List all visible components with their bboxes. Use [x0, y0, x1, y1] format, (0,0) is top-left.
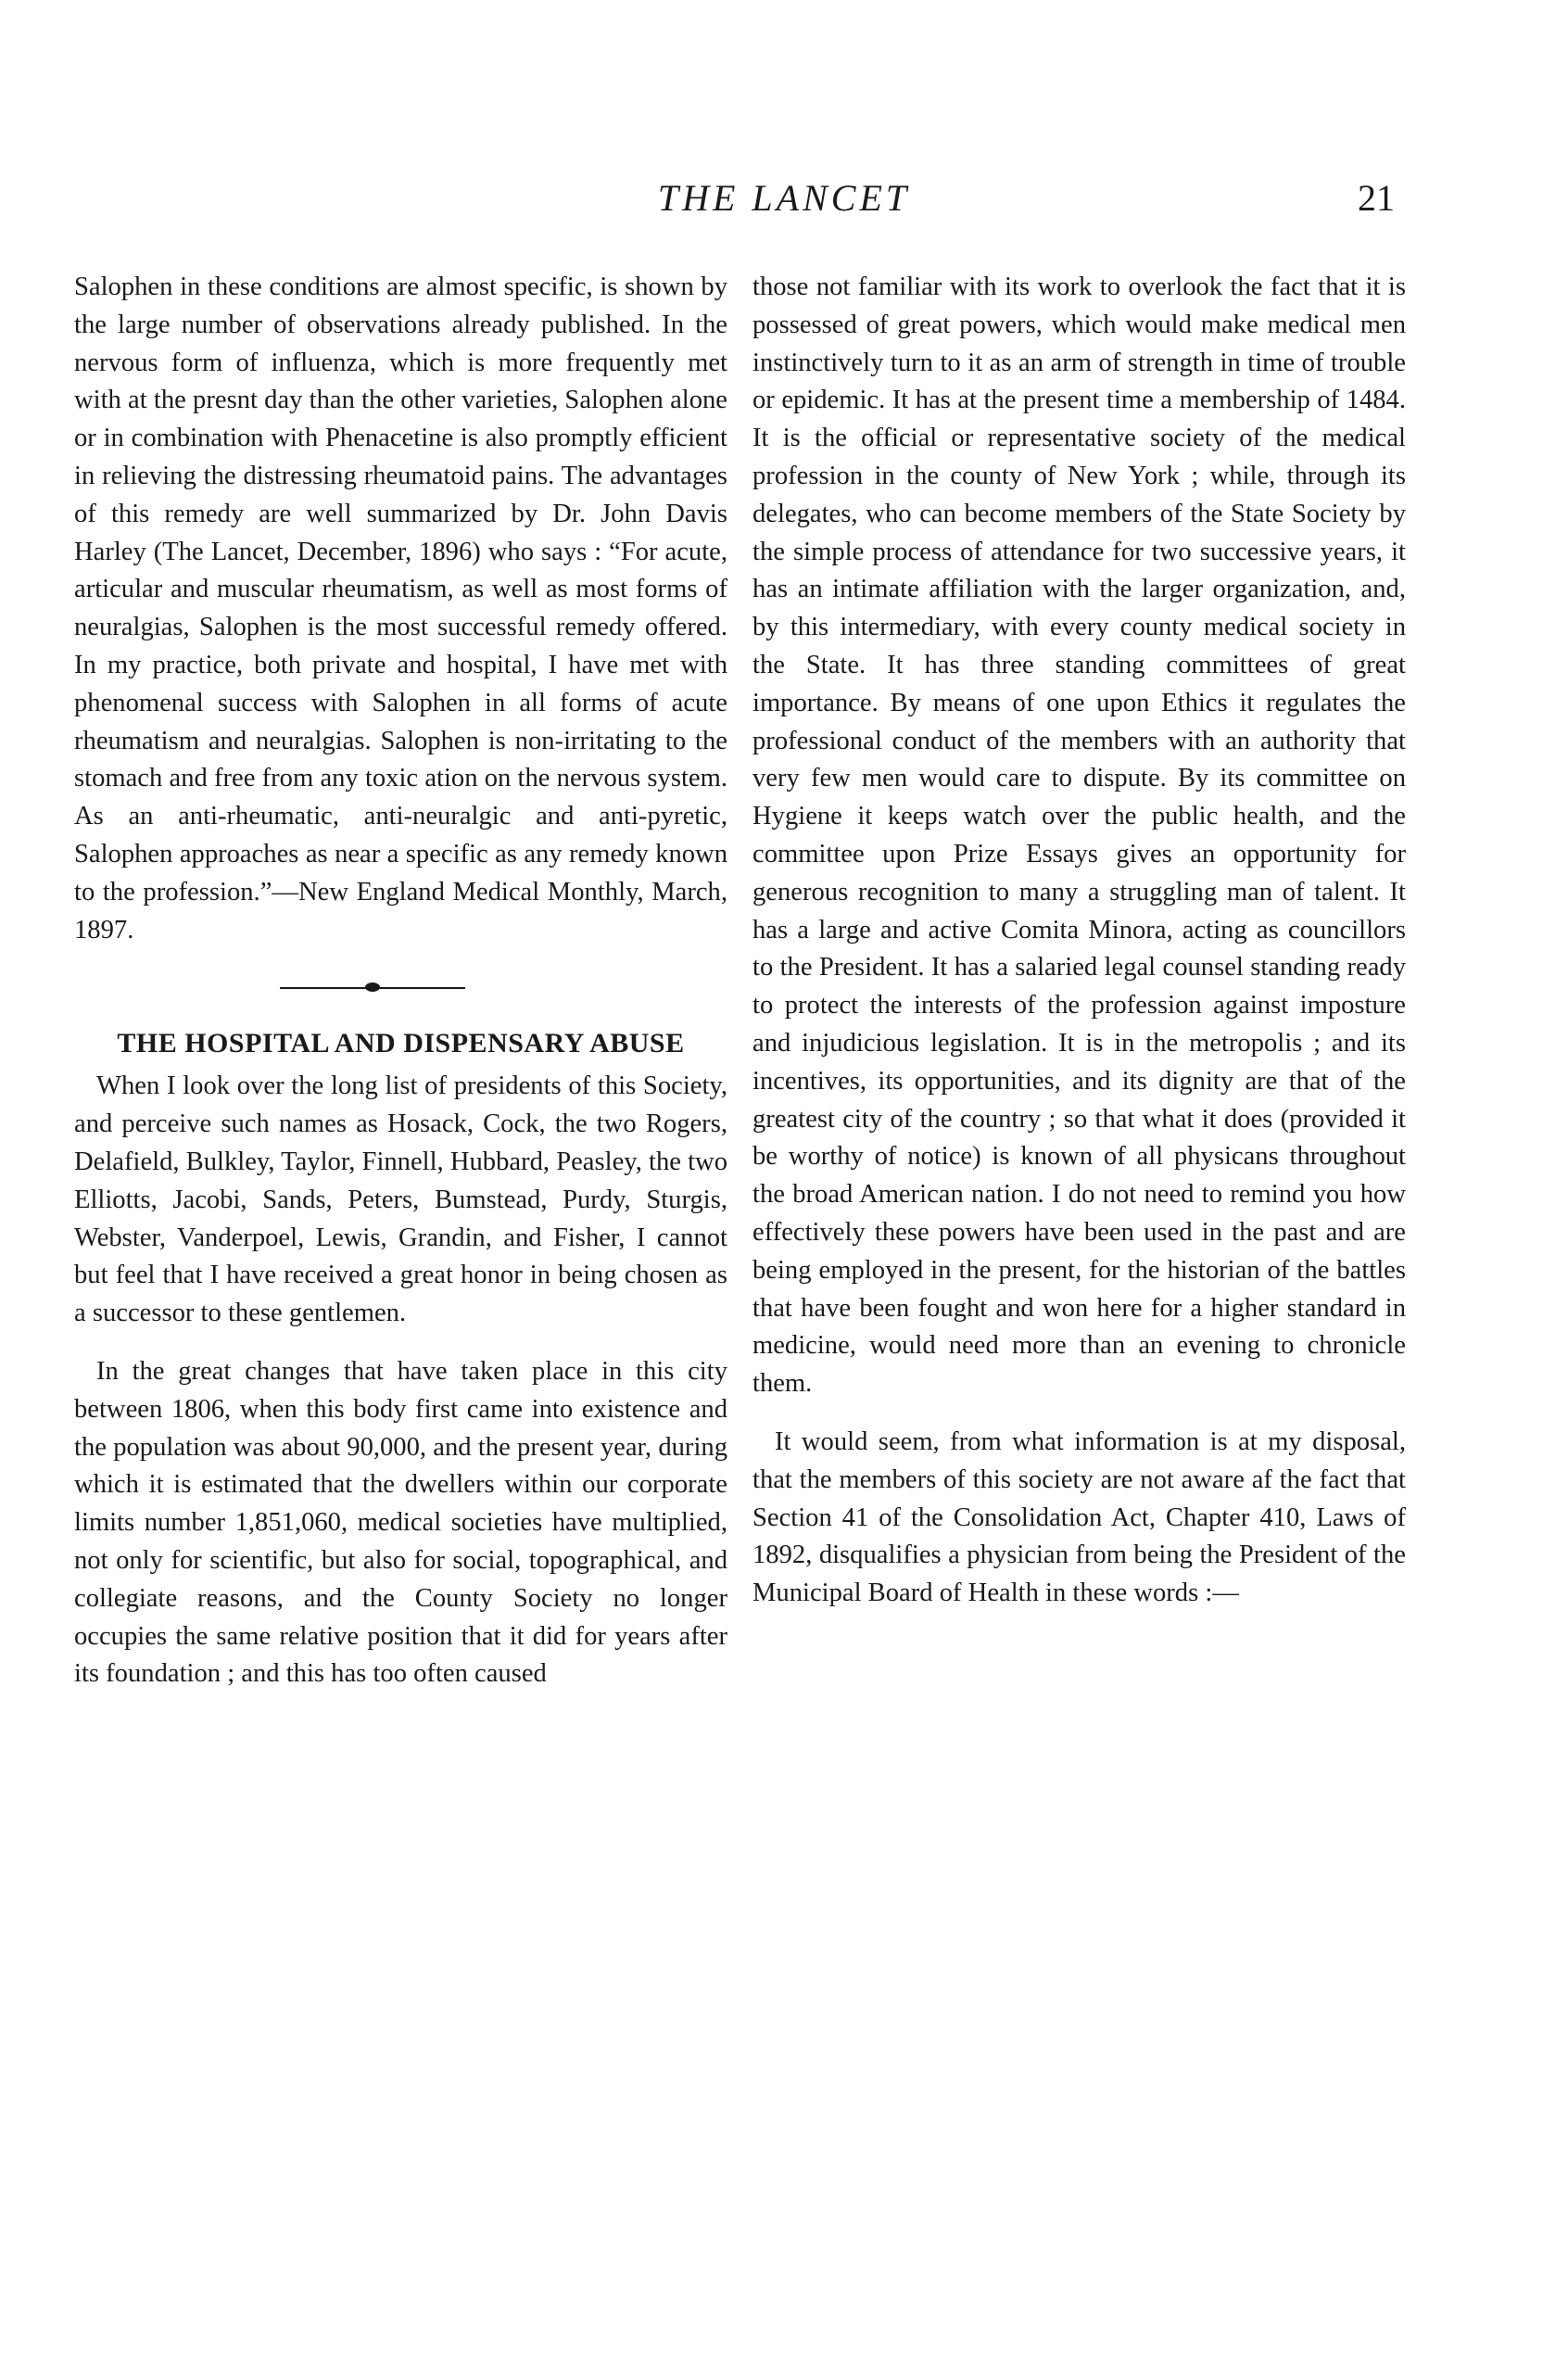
- society-powers-paragraph: those not familiar with its work to overlook the fact that it is possessed of great powers, which would make medical men instinctively turn to it as an arm of strength in time of trouble or epidemic. It has at the present time a membership of 1484. It is the official or representative society of the medical profession in the county of New York ; while, through its delegates, who can become members of the State Society by the simple process of attendance for two successive years, it has an intimate affiliation with the larger organization, and, by this intermediary, with every county medical society in the State. It has three standing committees of great importance. By means of one upon Ethics it regulates the professional conduct of the members with an authority that very few men would care to dispute. By its committee on Hygiene it keeps watch over the public health, and the committee upon Prize Essays gives an opportunity for generous recognition to many a struggling man of talent. It has a large and active Comita Minora, acting as councillors to the President. It has a salaried legal counsel standing ready to protect the interests of the profession against imposture and injudicious legislation. It is in the metropolis ; and its incentives, its opportunities, and its dignity are that of the greatest city of the country ; so that what it does (provided it be worthy of notice) is known of all physicans throughout the broad American nation. I do not need to remind you how effectively these powers have been used in the past and are being employed in the present, for the historian of the battles that have been fought and won here for a higher standard in medicine, would need more than an evening to chronicle them.: [752, 273, 1406, 1399]
- running-head: [0, 176, 1568, 232]
- section-divider: [74, 949, 727, 1025]
- changes-paragraph: In the great changes that have taken place in this city between 1806, when this body first came into existence and the population was about 90,000, and the present year, during which it is estimated that the dwellers within our corporate limits number 1,851,060, medical societies have multiplied, not only for scientific, but also for social, topographical, and collegiate reasons, and the County Society no longer occupies the same relative position that it did for years after its foundation ; and this has too often caused: [74, 1356, 727, 1689]
- divider-ornament-icon: [365, 983, 380, 992]
- salophen-paragraph: Salophen in these conditions are almost specific, is shown by the large number of observations already published. In the nervous form of influenza, which is more frequently met with at the presnt day than the other varieties, Salophen alone or in combination with Phenacetine is also promptly efficient in relieving the distressing rheumatoid pains. The advantages of this remedy are well summarized by Dr. John Davis Harley (The Lancet, December, 1896) who says : “For acute, articular and muscular rheumatism, as well as most forms of neuralgias, Salophen is the most successful remedy offered. In my practice, both private and hospital, I have met with phenomenal success with Salophen in all forms of acute rheumatism and neuralgias. Salophen is non-irritating to the stomach and free from any toxic ation on the nervous system. As an anti-rheumatic, anti-neuralgic and anti-pyretic, Salophen approaches as near a specific as any remedy known to the profession.”—New England Medical Monthly, March, 1897.: [74, 273, 727, 945]
- right-column: [752, 269, 1406, 1613]
- left-column: [74, 269, 727, 1693]
- article-heading: THE HOSPITAL AND DISPENSARY ABUSE: [117, 1028, 685, 1059]
- presidents-paragraph: When I look over the long list of presidents of this Society, and perceive such names as Hosack, Cock, the two Rogers, Delafield, Bulkley, Taylor, Finnell, Hubbard, Peasley, the two Elliotts, Jacobi, Sands, Peters, Bumstead, Purdy, Sturgis, Webster, Vanderpoel, Lewis, Grandin, and Fisher, I cannot but feel that I have received a great honor in being chosen as a successor to these gentlemen.: [74, 1071, 727, 1328]
- page-number: 21: [1358, 177, 1395, 219]
- consolidation-act-paragraph: It would seem, from what information is at my disposal, that the members of this society are not aware af the fact that Section 41 of the Consolidation Act, Chapter 410, Laws of 1892, disqualifies a physician from being the President of the Municipal Board of Health in these words :—: [752, 1426, 1406, 1608]
- journal-title: THE LANCET: [657, 177, 911, 219]
